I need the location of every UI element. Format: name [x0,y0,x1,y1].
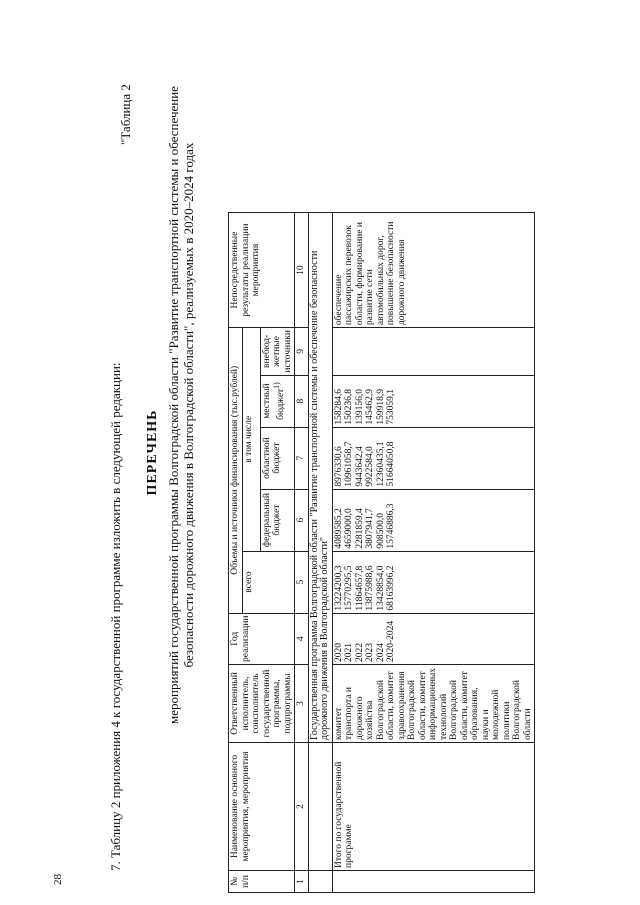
year-value: 2023 [365,643,375,662]
year-value: 2022 [354,643,365,662]
total-cell [332,551,535,613]
total-row-results: обеспечение пассажирских перевозок области, формирование и развитие сети автомобильных дорог, повышение безопасности дорожного движения [332,213,535,328]
header-name: Наименование основного мероприятия, мероприятия [229,743,295,871]
years-cell [332,613,535,664]
header-incl: в том числе [242,328,260,551]
total-value: 15770295,5 [344,565,354,611]
local-value: 753059,1 [386,388,396,425]
regional-value: 8976330,6 [333,446,344,487]
federal-value: 4089585,2 [333,508,344,549]
local-cell [332,375,535,427]
extra-cell [332,328,535,375]
federal-value: 908500,0 [375,512,386,549]
section-row [308,213,332,893]
header-responsible: Ответственный исполнитель, соисполнитель государственной программы, подпрограммы [229,665,295,743]
page-number: 28 [52,874,64,885]
total-row-name: Итого по государственной программе [332,743,535,871]
local-value: 150236,8 [344,388,354,425]
section-title: Государственная программа Волгоградской области "Развитие транспортной системы и обеспечение безопасности дорожного движения в Волгоградской области" [308,213,332,743]
col-number: 10 [295,213,309,328]
header-local-text: местный бюджет [261,383,287,420]
header-extra: внебюд-жетные источники [260,328,295,375]
header-federal: федеральный бюджет [260,489,295,551]
year-value: 2020-2024 [386,620,396,662]
federal-value: 4659000,0 [344,508,354,549]
measures-table [228,212,535,893]
regional-cell [332,427,535,489]
header-local [260,375,295,427]
local-value: 139156,0 [354,388,365,425]
header-results: Непосредственные результаты реализации мероприятия [229,213,295,328]
regional-value: 9443642,4 [354,446,365,487]
federal-value: 3807941,7 [365,508,375,549]
table-row [332,213,535,893]
regional-value: 12360435,1 [375,441,386,487]
local-value: 145462,9 [365,388,375,425]
local-value: 159918,9 [375,388,386,425]
header-regional: областной бюджет [260,427,295,489]
document-subtitle [166,45,196,765]
col-number: 9 [295,328,309,375]
intro-text: 7. Таблицу 2 приложения 4 к государственной программе изложить в следующей редакции: [108,362,123,871]
local-value: 158284,6 [333,388,344,425]
col-number: 8 [295,375,309,427]
header-volumes: Объемы и источники финансирования (тыс.рублей) [229,328,243,613]
header-year: Год реализации [229,613,295,664]
col-number: 2 [295,743,309,871]
document-heading: ПЕРЕЧЕНЬ [145,409,160,496]
col-number: 7 [295,427,309,489]
total-value: 13428854,0 [375,565,386,611]
header-total: всего [242,551,295,613]
regional-value: 9922584,0 [365,446,375,487]
col-number: 4 [295,613,309,664]
col-number: 5 [295,551,309,613]
column-numbers-row [295,213,309,893]
regional-value: 51664050,8 [386,441,396,487]
header-local-footnote: 1) [272,382,281,389]
total-row-responsible: комитет транспорта и дорожного хозяйства Волгоградской области, комитет здравоохранения Волгоградской области, комитет информационных технологий Волгоградской области, комитет образования, науки и молодежной политики Волгоградской области [332,665,535,743]
regional-value: 10961058,7 [344,441,354,487]
federal-cell [332,489,535,551]
header-num: № п/п [229,871,295,893]
year-value: 2024 [375,643,386,662]
total-value: 13875988,6 [365,565,375,611]
total-value: 68163996,2 [386,565,396,611]
year-value: 2020 [333,643,344,662]
col-number: 3 [295,665,309,743]
federal-value: 15746886,3 [386,503,396,549]
col-number: 6 [295,489,309,551]
total-value: 13224200,3 [333,565,344,611]
subtitle-line-1: мероприятий государственной программы Волгоградской области "Развитие транспортной системы и обеспечение [166,86,181,724]
federal-value: 2281859,4 [354,508,365,549]
table-label: "Таблица 2 [118,84,133,145]
total-value: 11864657,8 [354,565,365,611]
col-number: 1 [295,871,309,893]
year-value: 2021 [344,643,354,662]
subtitle-line-2: безопасности дорожного движения в Волгоградской области", реализуемых в 2020–2024 годах [181,142,196,668]
